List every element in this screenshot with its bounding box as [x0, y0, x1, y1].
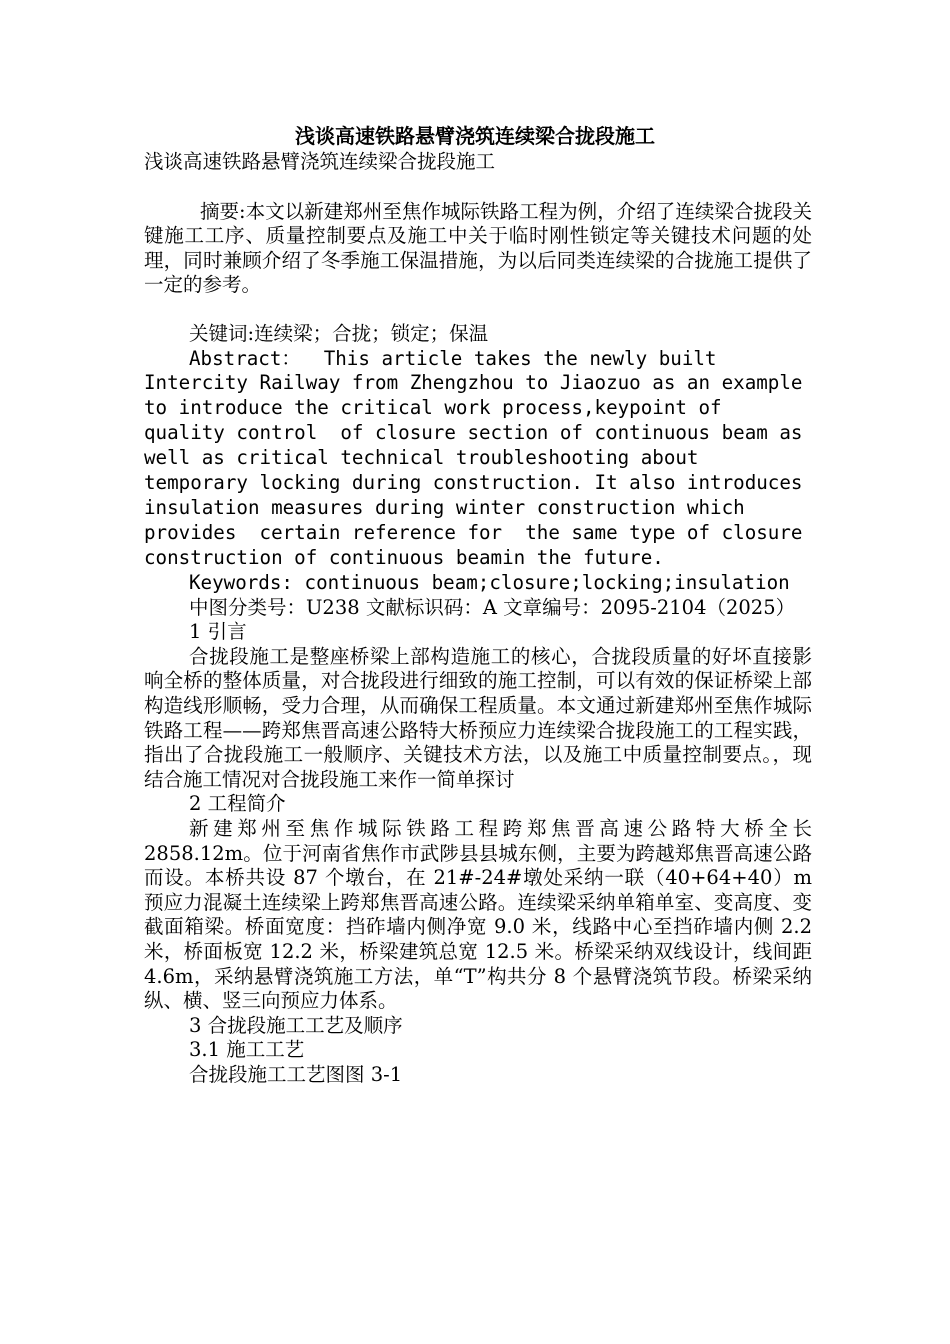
keywords-en: Keywords: continuous beam;closure;locking;insulation	[189, 570, 790, 594]
abstract-cn: 摘要:本文以新建郑州至焦作城际铁路工程为例，介绍了连续梁合拢段关键施工工序、质量控制要点及施工中关于临时刚性锁定等关键技术问题的处理，同时兼顾介绍了冬季施工保温措施，为以后同类连续梁的合拢施工提供了一定的参考。	[144, 199, 812, 297]
document-title: 浅谈高速铁路悬臂浇筑连续梁合拢段施工	[295, 124, 655, 148]
section-heading-2: 2 工程简介	[189, 792, 286, 816]
document-subtitle: 浅谈高速铁路悬臂浇筑连续梁合拢段施工	[144, 150, 496, 173]
document-body	[144, 150, 815, 1088]
classification-line: 中图分类号：U238 文献标识码：A 文章编号：2095-2104（2025）	[189, 595, 796, 619]
section-body-2: 新建郑州至焦作城际铁路工程跨郑焦晋高速公路特大桥全长2858.12m。位于河南省焦作市武陟县县城东侧，主要为跨越郑焦晋高速公路而设。本桥共设 87 个墩台，在 21#-24#墩处采纳一联（40+64+40）m 预应力混凝土连续梁上跨郑焦晋高速公路。连续梁采纳单箱单室、变高度、变截面箱梁。桥面宽度：挡砟墙内侧净宽 9.0 米，线路中心至挡砟墙内侧 2.2 米，桥面板宽 12.2 米，桥梁建筑总宽 12.5 米。桥梁采纳双线设计，线间距 4.6m，采纳悬臂浇筑施工方法，单“T”构共分 8 个悬臂浇筑节段。桥梁采纳纵、横、竖三向预应力体系。	[144, 816, 812, 1013]
section-heading-1: 1 引言	[189, 620, 247, 644]
abstract-en-block	[144, 346, 815, 596]
keywords-cn: 关键词:连续梁；合拢；锁定；保温	[189, 321, 489, 345]
section-heading-3-1: 3.1 施工工艺	[189, 1038, 305, 1062]
figure-caption: 合拢段施工工艺图图 3-1	[189, 1062, 403, 1086]
abstract-en: Abstract： This article takes the newly built Intercity Railway from Zhengzhou to Jiaozuo as an example to introduce the critical work process,keypoint of quality control of closure section of continuous beam as well as critical technical troubleshooting about temporary locking during construction. It also introduces insulation measures during winter construction which provides certain reference for the same type of closure construction of continuous beamin the future.	[144, 346, 815, 569]
section-heading-3: 3 合拢段施工工艺及顺序	[189, 1013, 403, 1037]
section-body-1: 合拢段施工是整座桥梁上部构造施工的核心，合拢段质量的好坏直接影响全桥的整体质量，对合拢段进行细致的施工控制，可以有效的保证桥梁上部构造线形顺畅，受力合理，从而确保工程质量。本文通过新建郑州至焦作城际铁路工程——跨郑焦晋高速公路特大桥预应力连续梁合拢段施工的工程实践，指出了合拢段施工一般顺序、关键技术方法，以及施工中质量控制要点。，现结合施工情况对合拢段施工来作一简单探讨	[144, 644, 812, 791]
